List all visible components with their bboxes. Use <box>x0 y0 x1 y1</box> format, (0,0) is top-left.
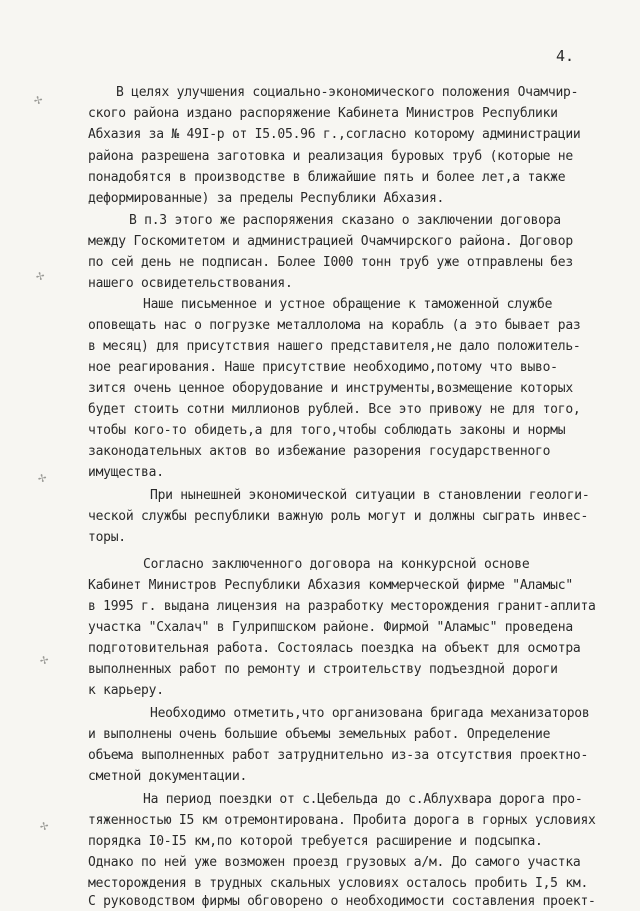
text-line: месторождения в трудных скальных условиях осталось пробить I,5 км. <box>88 876 589 891</box>
text-line: торы. <box>88 530 126 545</box>
text-line: выполненных работ по ремонту и строительству подъездной дороги <box>88 662 558 677</box>
text-line: ского района издано распоряжение Кабинета Министров Республики <box>88 106 558 121</box>
text-line: объема выполненных работ затруднительно из-за отсутствия проектно- <box>88 748 589 763</box>
text-line: по сей день не подписан. Более I000 тонн труб уже отправлены без <box>88 255 573 270</box>
text-line: На период поездки от с.Цебельда до с.Аблухвара дорога про- <box>143 792 583 807</box>
text-line: Наше письменное и устное обращение к таможенной службе <box>143 297 553 312</box>
binding-hole-mark: ✢ <box>38 651 51 669</box>
text-line: к карьеру. <box>88 683 164 698</box>
text-line: имущества. <box>88 465 164 480</box>
text-line: будет стоить сотни миллионов рублей. Все это привожу не для того, <box>88 402 581 417</box>
text-line: Необходимо отметить,что организована бригада механизаторов <box>150 706 590 721</box>
text-line: ное реагирования. Наше присутствие необходимо,потому что выво- <box>88 360 558 375</box>
text-line: порядка I0-I5 км,по которой требуется расширение и подсыпка. <box>88 834 543 849</box>
text-line: участка "Схалач" в Гулрипшском районе. Фирмой "Аламыс" проведена <box>88 620 573 635</box>
text-line: чтобы кого-то обидеть,а для того,чтобы соблюдать законы и нормы <box>88 423 566 438</box>
text-line: в месяц) для присутствия нашего представителя,не дало положитель- <box>88 339 581 354</box>
text-line: в 1995 г. выдана лицензия на разработку месторождения гранит-аплита <box>88 599 596 614</box>
binding-hole-mark: ✢ <box>34 267 47 285</box>
text-line: сметной документации. <box>88 769 248 784</box>
text-line: между Госкомитетом и администрацией Очамчирского района. Договор <box>88 234 573 249</box>
binding-hole-mark: ✢ <box>32 91 45 109</box>
text-line: зится очень ценное оборудование и инструменты,возмещение которых <box>88 381 573 396</box>
text-line: и выполнены очень большие объемы земельных работ. Определение <box>88 727 551 742</box>
text-line: нашего освидетельствования. <box>88 276 293 291</box>
text-line: Кабинет Министров Республики Абхазия коммерческой фирме "Аламыс" <box>88 578 573 593</box>
text-line: ческой службы республики важную роль могут и должны сыграть инвес- <box>88 509 589 524</box>
text-line: подготовительная работа. Состоялась поездка на объект для осмотра <box>88 641 581 656</box>
text-line: Абхазия за № 49I-р от I5.05.96 г.,согласно которому администрации <box>88 127 581 142</box>
text-line: оповещать нас о погрузке металлолома на корабль (а это бывает раз <box>88 318 581 333</box>
binding-hole-mark: ✢ <box>38 817 51 835</box>
text-line: При нынешней экономической ситуации в становлении геологи- <box>150 488 590 503</box>
text-line: Согласно заключенного договора на конкурсной основе <box>143 557 530 572</box>
text-line: района разрешена заготовка и реализация буровых труб (которые не <box>88 149 573 164</box>
text-line: С руководством фирмы обговорено о необходимости составления проект- <box>88 894 596 909</box>
page-number: 4. <box>556 47 575 65</box>
text-line: Однако по ней уже возможен проезд грузовых а/м. До самого участка <box>88 855 581 870</box>
text-line: В п.3 этого же распоряжения сказано о заключении договора <box>129 213 561 228</box>
text-line: деформированные) за пределы Республики Абхазия. <box>88 191 445 206</box>
text-line: В целях улучшения социально-экономического положения Очамчир- <box>116 85 579 100</box>
text-line: понадобятся в производстве в ближайшие пять и более лет,а также <box>88 170 566 185</box>
text-line: тяженностью I5 км отремонтирована. Пробита дорога в горных условиях <box>88 813 596 828</box>
binding-hole-mark: ✢ <box>36 469 49 487</box>
text-line: законодательных актов во избежание разорения государственного <box>88 444 551 459</box>
